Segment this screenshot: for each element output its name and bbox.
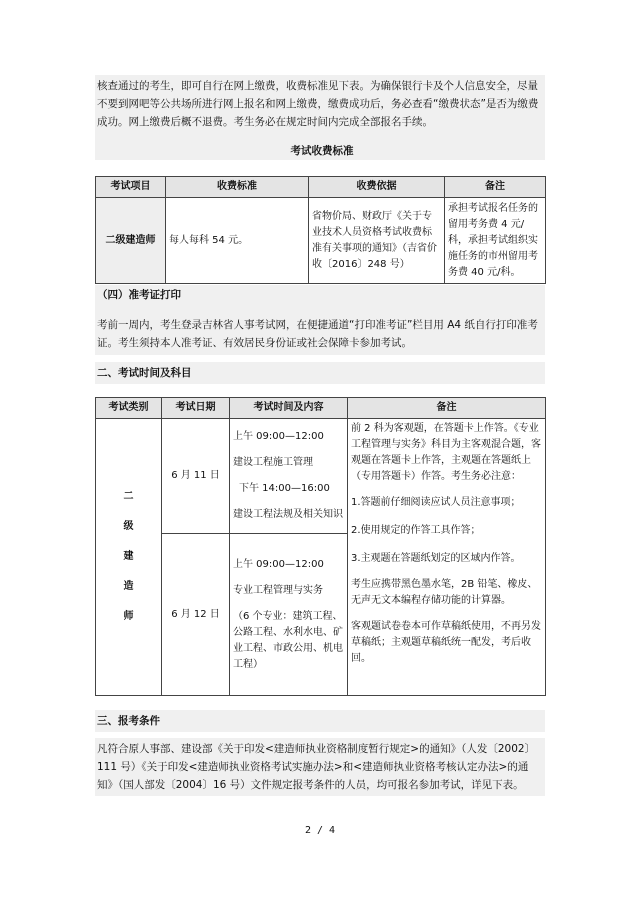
day2-line: 上午 09:00—12:00 — [233, 558, 324, 570]
intro-section — [95, 75, 545, 160]
fee-standard-cell: 每人每科 54 元。 — [166, 198, 309, 284]
note-line: 考生应携带黑色墨水笔，2B 铅笔、橡皮、无声无文本编程存储功能的计算器。 — [351, 579, 538, 606]
notes-cell — [348, 419, 546, 696]
admit-section — [95, 285, 545, 355]
intro-paragraph: 核查通过的考生，即可自行在网上缴费，收费标准见下表。为确保银行卡及个人信息安全，尽量不要到网吧等公共场所进行网上报名和网上缴费，缴费成功后，务必查看“缴费状态”是否为缴费成功。网上缴费后概不退费。考生务必在规定时间内完成全部报名手续。 — [97, 80, 539, 128]
fee-header-note: 备注 — [445, 177, 546, 198]
fee-item-cell: 二级建造师 — [96, 198, 166, 284]
day1-line: 上午 09:00—12:00 — [233, 431, 324, 442]
schedule-row-day1 — [96, 419, 546, 534]
day1-line: 下午 14:00—16:00 — [239, 483, 330, 494]
schedule-table — [95, 397, 546, 696]
schedule-header-row — [96, 398, 546, 419]
fee-basis-cell: 省物价局、财政厅《关于专业技术人员资格考试收费标准有关事项的通知》（吉省价收〔2016〕248 号） — [309, 198, 445, 284]
category-char: 建 — [123, 551, 134, 562]
schedule-header-category: 考试类别 — [96, 398, 162, 419]
fee-header-item: 考试项目 — [96, 177, 166, 198]
content-cell-day2 — [230, 534, 348, 696]
category-char: 二 — [123, 491, 134, 502]
conditions-heading-box — [95, 710, 545, 732]
note-line: 1.答题前仔细阅读应试人员注意事项； — [351, 497, 521, 508]
day2-line: （6 个专业：建筑工程、公路工程、水利水电、矿业工程、市政公用、机电工程） — [233, 610, 343, 670]
date-cell-day1: 6 月 11 日 — [162, 419, 230, 534]
schedule-header-content: 考试时间及内容 — [230, 398, 348, 419]
category-cell — [96, 419, 162, 696]
note-line: 3.主观题在答题纸划定的区域内作答。 — [351, 553, 521, 564]
date-cell-day2: 6 月 12 日 — [162, 534, 230, 696]
schedule-heading-box — [95, 362, 545, 384]
category-char: 级 — [123, 521, 134, 532]
conditions-section — [95, 738, 545, 796]
note-line: 2.使用规定的作答工具作答； — [351, 525, 481, 536]
content-cell-day1 — [230, 419, 348, 534]
admit-heading: （四）准考证打印 — [97, 289, 181, 301]
day2-line: 专业工程管理与实务 — [233, 584, 323, 596]
schedule-header-note: 备注 — [348, 398, 546, 419]
fee-table-title: 考试收费标准 — [290, 145, 354, 157]
fee-note-cell: 承担考试报名任务的留用考务费 4 元/科，承担考试组织实施任务的市州留用考务费 40 元/科。 — [445, 198, 546, 284]
fee-table — [95, 176, 546, 284]
day1-line: 建设工程施工管理 — [233, 457, 313, 468]
fee-header-basis: 收费依据 — [309, 177, 445, 198]
conditions-heading: 三、报考条件 — [97, 715, 160, 727]
note-line: 前 2 科为客观题，在答题卡上作答。《专业工程管理与实务》科目为主客观混合题，客观题在答题卡上作答，主观题在答题纸上（专用答题卡）作答。考生务必注意： — [351, 423, 541, 482]
conditions-paragraph: 凡符合原人事部、建设部《关于印发<建造师执业资格制度暂行规定>的通知》（人发〔2002〕111 号）《关于印发<建造师执业资格考试实施办法>和<建造师执业资格考核认定办法>的通知》（国人部发〔2004〕16 号）文件规定报考条件的人员，均可报名参加考试，详见下表。 — [97, 743, 536, 791]
page-number: 2 / 4 — [304, 825, 336, 836]
fee-header-standard: 收费标准 — [166, 177, 309, 198]
fee-table-header-row — [96, 177, 546, 198]
category-char: 造 — [123, 581, 134, 592]
schedule-header-date: 考试日期 — [162, 398, 230, 419]
fee-table-row — [96, 198, 546, 284]
admit-paragraph: 考前一周内，考生登录吉林省人事考试网，在便捷通道“打印准考证”栏目用 A4 纸自行打印准考证。考生须持本人准考证、有效居民身份证或社会保障卡参加考试。 — [97, 319, 538, 349]
day1-line: 建设工程法规及相关知识 — [233, 509, 343, 520]
schedule-heading: 二、考试时间及科目 — [97, 367, 192, 379]
category-char: 师 — [123, 611, 134, 622]
note-line: 客观题试卷卷本可作草稿纸使用，不再另发草稿纸；主观题草稿纸统一配发，考后收回。 — [351, 621, 541, 664]
